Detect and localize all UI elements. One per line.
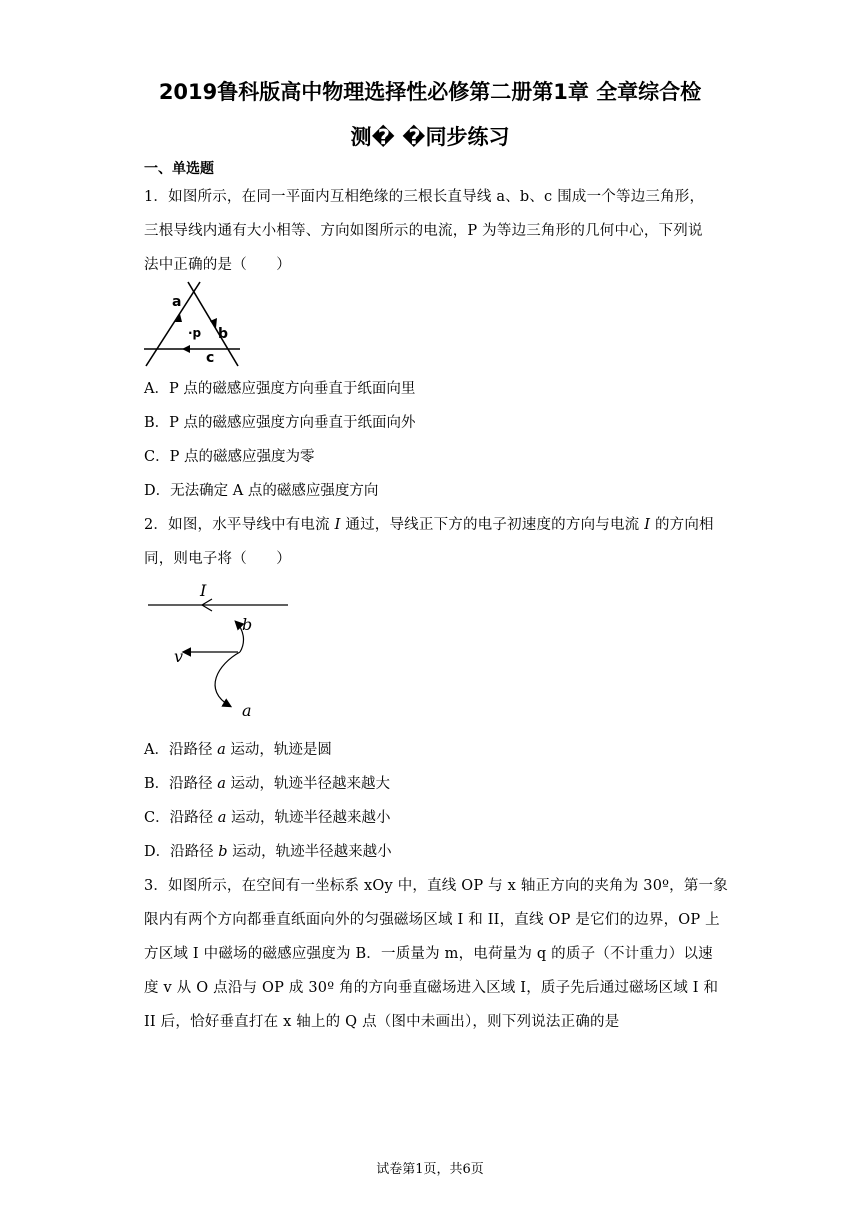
q2-opt-b-pre: B．沿路径 xyxy=(144,776,218,792)
q2-text-2: 通过，导线正下方的电子初速度的方向与电流 xyxy=(340,517,645,533)
page-footer: 试卷第1页，共6页 xyxy=(376,1162,484,1177)
q2-wire-figure xyxy=(140,578,300,728)
path-label-a: a xyxy=(242,701,252,720)
q3-stem-line-3: 方区域 I 中磁场的磁感应强度为 B．一质量为 m，电荷量为 q 的质子（不计重力）以速 xyxy=(144,946,713,962)
q2-text-3: 的方向相 xyxy=(650,517,714,533)
fig-label-a: a xyxy=(172,294,182,310)
q1-triangle-figure xyxy=(140,280,244,370)
document-title-line-1: 2019鲁科版高中物理选择性必修第二册第1章 全章综合检 xyxy=(158,80,702,104)
q3-stem-line-1: 3．如图所示，在空间有一坐标系 xOy 中，直线 OP 与 x 轴正方向的夹角为 30º，第一象 xyxy=(144,878,728,894)
q2-opt-a-pre: A．沿路径 xyxy=(144,742,218,758)
q2-opt-d-var: b xyxy=(218,844,228,860)
q2-stem-line-1 xyxy=(144,513,714,534)
q2-option-a xyxy=(144,738,332,759)
document-title-line-2: 测� �同步练习 xyxy=(350,125,510,149)
fig-label-c: c xyxy=(206,350,215,366)
q3-stem-line-2: 限内有两个方向都垂直纸面向外的匀强磁场区域 I 和 II，直线 OP 是它们的边界，OP 上 xyxy=(144,912,720,928)
q2-opt-b-var: a xyxy=(217,776,226,792)
current-label-i: I xyxy=(200,581,207,600)
q1-stem-line-3: 法中正确的是（ ） xyxy=(144,257,291,273)
section-heading: 一、单选题 xyxy=(144,161,214,177)
fig-label-b: b xyxy=(218,326,229,342)
q2-stem-line-2: 同，则电子将（ ） xyxy=(144,551,291,567)
q3-stem-line-4: 度 v 从 O 点沿与 OP 成 30º 角的方向垂直磁场进入区域 I，质子先后通过磁场区域 I 和 xyxy=(144,980,719,996)
q2-text-1: 2．如图，水平导线中有电流 xyxy=(144,517,335,533)
q2-var-i-1: I xyxy=(334,517,341,533)
q2-option-c xyxy=(144,806,390,827)
fig-label-p: ·p xyxy=(188,326,202,340)
q2-opt-b-post: 运动，轨迹半径越来越大 xyxy=(225,776,391,792)
q1-option-d: D．无法确定 A 点的磁感应强度方向 xyxy=(144,483,379,499)
q2-option-b xyxy=(144,772,390,793)
q2-opt-c-post: 运动，轨迹半径越来越小 xyxy=(226,810,391,826)
q1-option-a: A．P 点的磁感应强度方向垂直于纸面向里 xyxy=(144,381,416,397)
q2-opt-d-post: 运动，轨迹半径越来越小 xyxy=(227,844,392,860)
q2-opt-c-var: a xyxy=(217,810,227,826)
path-label-b: b xyxy=(242,615,253,634)
velocity-label-v: v xyxy=(174,647,184,666)
q1-option-b: B．P 点的磁感应强度方向垂直于纸面向外 xyxy=(144,415,416,431)
q2-opt-d-pre: D．沿路径 xyxy=(144,844,219,860)
wire-c-arrow-icon xyxy=(182,345,190,353)
q2-option-d xyxy=(144,840,392,861)
q1-option-c: C．P 点的磁感应强度为零 xyxy=(144,449,315,465)
q2-opt-c-pre: C．沿路径 xyxy=(144,810,218,826)
path-a-curve xyxy=(215,652,240,706)
q2-opt-a-post: 运动，轨迹是圆 xyxy=(225,742,332,758)
q2-var-i-2: I xyxy=(644,517,651,533)
q1-stem-line-2: 三根导线内通有大小相等、方向如图所示的电流，P 为等边三角形的几何中心，下列说 xyxy=(144,223,703,239)
q2-opt-a-var: a xyxy=(217,742,226,758)
q3-stem-line-5: II 后，恰好垂直打在 x 轴上的 Q 点（图中未画出），则下列说法正确的是 xyxy=(144,1014,620,1030)
q1-stem-line-1: 1．如图所示，在同一平面内互相绝缘的三根长直导线 a、b、c 围成一个等边三角形， xyxy=(144,189,705,205)
